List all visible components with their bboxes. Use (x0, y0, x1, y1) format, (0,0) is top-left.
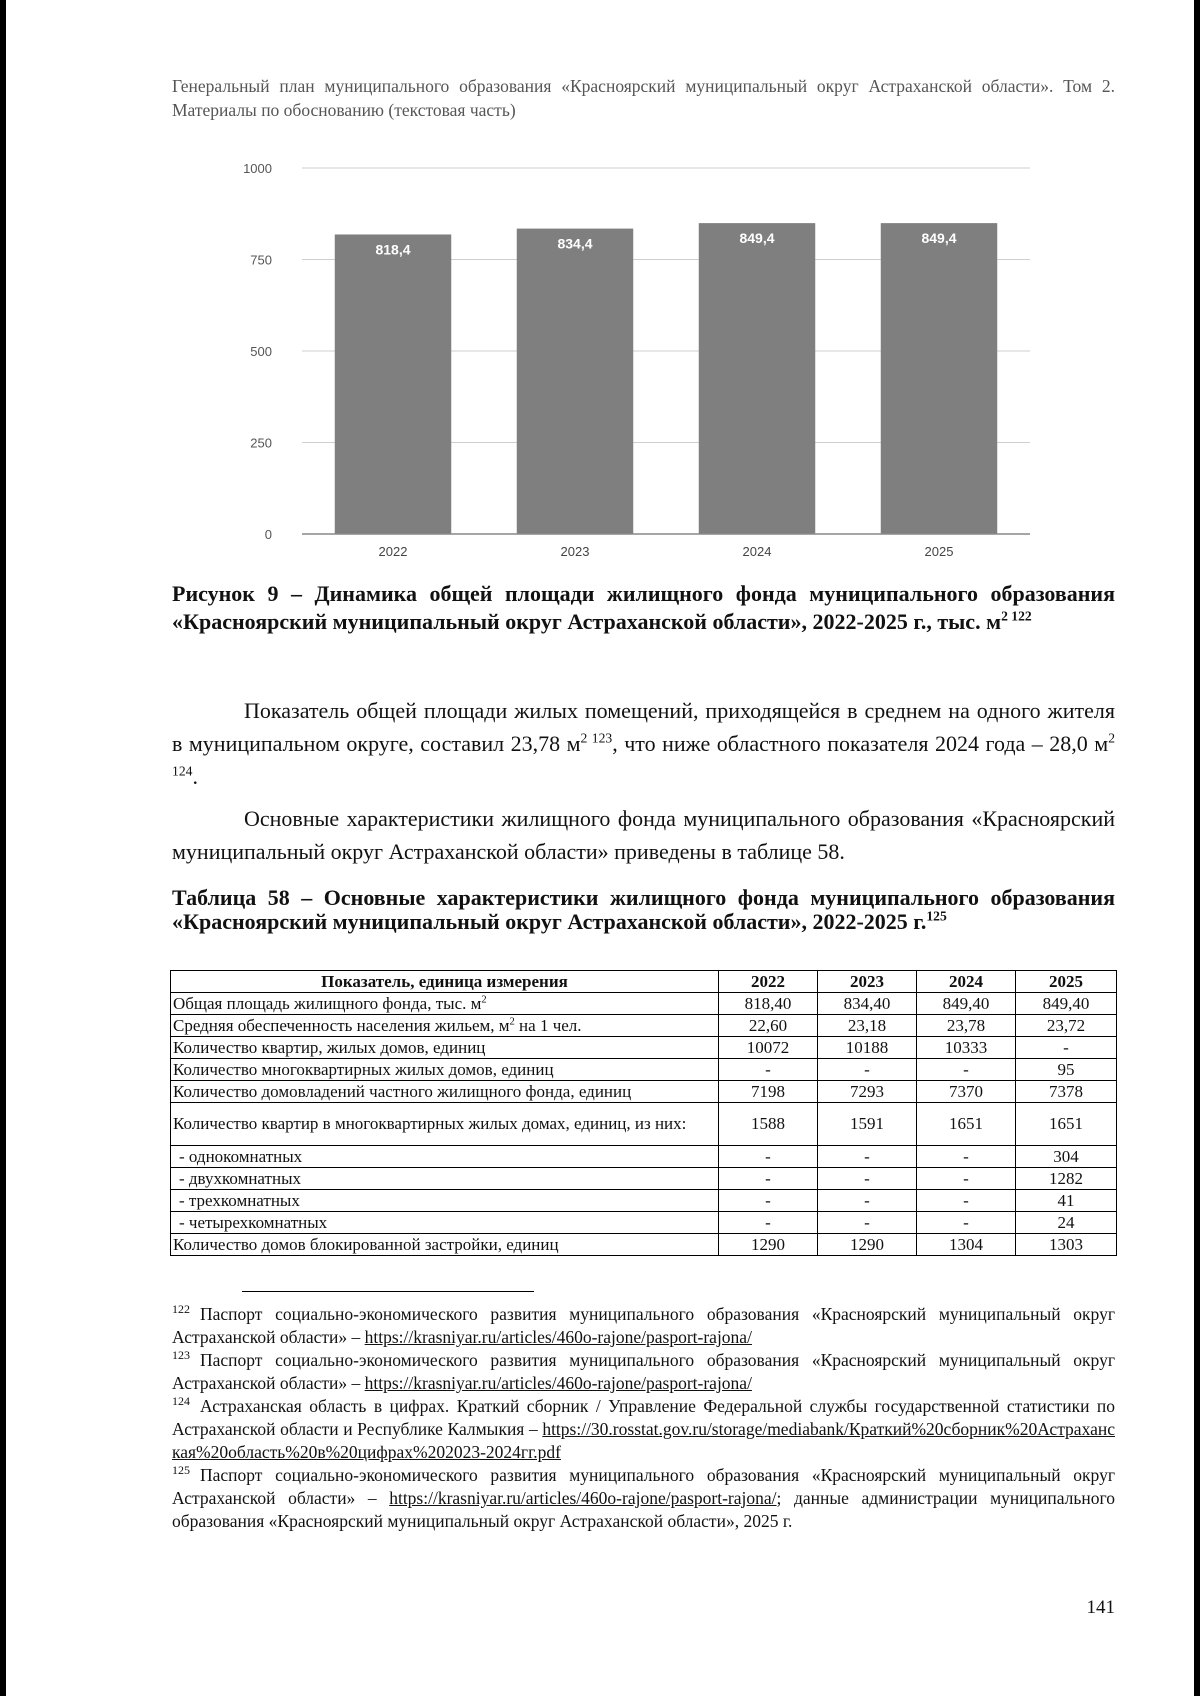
table-cell: 24 (1016, 1212, 1117, 1234)
figure-caption-ref: 122 (1011, 608, 1032, 624)
table-cell: - (818, 1190, 917, 1212)
table-body (171, 993, 1117, 1256)
footnote-ref-123: 123 (591, 730, 613, 746)
table-cell: - (719, 1168, 818, 1190)
table-cell: 1290 (719, 1234, 818, 1256)
table-caption-text: Таблица 58 – Основные характеристики жилищного фонда муниципального образования «Красноярский муниципальный округ Астраханской области», 2022-2025 г. (172, 885, 1115, 934)
row-label: - трехкомнатных (171, 1190, 719, 1212)
x-tick-label: 2022 (378, 544, 408, 559)
table-cell: 10188 (818, 1037, 917, 1059)
table-row (171, 1015, 1117, 1037)
footnote-mark: 125 (172, 1463, 190, 1478)
row-label: Количество квартир в многоквартирных жилых домах, единиц, из них: (171, 1103, 719, 1146)
bar-value-label: 818,4 (375, 241, 411, 258)
row-label: - двухкомнатных (171, 1168, 719, 1190)
y-tick-label: 250 (250, 435, 272, 451)
bar-value-label: 849,4 (739, 230, 775, 247)
footnote-text: Паспорт социально-экономического развития муниципального образования «Красноярский муниципальный округ Астраханской области» – (172, 1350, 1115, 1393)
table-cell: 41 (1016, 1190, 1117, 1212)
table-cell: - (818, 1059, 917, 1081)
paragraph-1-sup-1: 2 (580, 730, 588, 746)
page-number: 141 (1086, 1597, 1115, 1618)
housing-table (170, 970, 1117, 1256)
figure-caption-main: Рисунок 9 – Динамика общей площади жилищного фонда муниципального образования «Красноярский муниципальный округ Астраханской области», 2022- (172, 581, 1115, 634)
footnote-text: Паспорт социально-экономического развития муниципального образования «Красноярский муниципальный округ Астраханской области» – (172, 1465, 1115, 1508)
row-label: - четырехкомнатных (171, 1212, 719, 1234)
table-cell: 7378 (1016, 1081, 1117, 1103)
figure-caption (172, 580, 1115, 636)
running-header: Генеральный план муниципального образования «Красноярский муниципальный округ Астраханской области». Том 2. Материалы по обоснованию (текстовая часть) (172, 76, 1115, 120)
table-cell: - (719, 1146, 818, 1168)
footnote-text: Паспорт социально-экономического развития муниципального образования «Красноярский муниципальный округ Астраханской области» – (172, 1304, 1115, 1347)
row-label: Количество домовладений частного жилищного фонда, единиц (171, 1081, 719, 1103)
footnote-124 (172, 1395, 1115, 1464)
y-tick-label: 500 (250, 344, 272, 359)
paragraph-2: Основные характеристики жилищного фонда муниципального образования «Красноярский муниципальный округ Астраханской области» приведены в таблице 58. (172, 806, 1115, 864)
table-header-cell: 2022 (719, 971, 818, 993)
table-cell: 834,40 (818, 993, 917, 1015)
table-cell: - (917, 1212, 1016, 1234)
figure-caption-last: 2025 г., тыс. м (863, 609, 1002, 634)
footnote-link[interactable]: https://30.rosstat.gov.ru/storage/mediabank/Краткий%20сборник%20Астраханская%20область%20в%20цифрах%202023-2024гг.pdf (172, 1419, 1115, 1462)
table-cell: 1591 (818, 1103, 917, 1146)
table-header-cell: 2025 (1016, 971, 1117, 993)
table-cell: 1282 (1016, 1168, 1117, 1190)
x-tick-label: 2024 (742, 544, 772, 559)
footnote-link[interactable]: https://krasniyar.ru/articles/460o-rajone/pasport-rajona/ (389, 1488, 777, 1508)
paragraph-1-part-a: Показатель общей площади жилых помещений, приходящейся в среднем на одного жителя в муниципальном округе, составил 23,78 м (172, 698, 1115, 756)
table-row (171, 1037, 1117, 1059)
x-tick-label: 2025 (924, 544, 954, 559)
table-cell: 849,40 (1016, 993, 1117, 1015)
bar-value-label: 834,4 (557, 235, 593, 252)
footnote-123 (172, 1349, 1115, 1395)
row-label: Количество многоквартирных жилых домов, единиц (171, 1059, 719, 1081)
table-cell: 1303 (1016, 1234, 1117, 1256)
row-label: Количество квартир, жилых домов, единиц (171, 1037, 719, 1059)
table-cell: - (818, 1168, 917, 1190)
footnote-text: Астраханская область в цифрах. Краткий сборник / Управление Федеральной службы государственной статистики по Астраханской области и Республике Калмыкия – (172, 1396, 1115, 1439)
table-cell: 7198 (719, 1081, 818, 1103)
table-cell: - (1016, 1037, 1117, 1059)
page-edge-left (0, 0, 6, 1696)
y-tick-label: 750 (250, 252, 272, 268)
table-header-cell: 2024 (917, 971, 1016, 993)
table-cell: 23,78 (917, 1015, 1016, 1037)
row-label: Средняя обеспеченность населения жильем, $м^2$ на 1 чел. (171, 1015, 719, 1037)
table-row (171, 1081, 1117, 1103)
bar-chart (240, 150, 1040, 570)
table-row (171, 1103, 1117, 1146)
table-cell: 7293 (818, 1081, 917, 1103)
table-cell: 849,40 (917, 993, 1016, 1015)
paragraph-1-part-b: , что ниже областного показателя 2024 года – 28,0 м (612, 731, 1109, 756)
bar (699, 223, 815, 534)
footnote-mark: 124 (172, 1394, 190, 1409)
footnotes (172, 1303, 1115, 1533)
footnote-mark: 122 (172, 1302, 190, 1317)
table-header-cell: Показатель, единица измерения (171, 971, 719, 993)
x-tick-label: 2023 (560, 544, 590, 559)
table-header-cell: 2023 (818, 971, 917, 993)
table-cell: 1588 (719, 1103, 818, 1146)
footnote-ref-124: 124 (172, 763, 193, 779)
row-label: - однокомнатных (171, 1146, 719, 1168)
table-row (171, 1168, 1117, 1190)
bar (881, 223, 997, 534)
footnote-mark: 123 (172, 1348, 190, 1363)
table-cell: - (818, 1212, 917, 1234)
table-cell: 818,40 (719, 993, 818, 1015)
bar (335, 234, 451, 534)
table-cell: - (719, 1190, 818, 1212)
table-cell: 10333 (917, 1037, 1016, 1059)
table-cell: - (917, 1168, 1016, 1190)
page-edge-right (1194, 0, 1200, 1696)
body-text (172, 694, 1115, 868)
footnote-122 (172, 1303, 1115, 1349)
table-cell: - (917, 1059, 1016, 1081)
footnote-link[interactable]: https://krasniyar.ru/articles/460o-rajone/pasport-rajona/ (364, 1373, 752, 1393)
table-row (171, 1190, 1117, 1212)
table-cell: - (917, 1190, 1016, 1212)
table-row (171, 1234, 1117, 1256)
table-cell: 10072 (719, 1037, 818, 1059)
table-header-row (171, 971, 1117, 993)
table-cell: 23,72 (1016, 1015, 1117, 1037)
table-row (171, 993, 1117, 1015)
table-cell: 1651 (1016, 1103, 1117, 1146)
row-label: Количество домов блокированной застройки, единиц (171, 1234, 719, 1256)
table-cell: 95 (1016, 1059, 1117, 1081)
bar-value-label: 849,4 (921, 230, 957, 247)
table-cell: 23,18 (818, 1015, 917, 1037)
paragraph-1 (172, 694, 1115, 793)
table-row (171, 1212, 1117, 1234)
y-tick-label: 1000 (243, 161, 272, 176)
table-caption (172, 886, 1115, 934)
table-cell: - (917, 1146, 1016, 1168)
table-cell: 1290 (818, 1234, 917, 1256)
table-cell: - (719, 1212, 818, 1234)
y-tick-label: 0 (264, 527, 272, 542)
footnote-ref-125: 125 (926, 908, 947, 924)
row-label: Общая площадь жилищного фонда, тыс. $м^2$ (171, 993, 719, 1015)
footnote-link[interactable]: https://krasniyar.ru/articles/460o-rajone/pasport-rajona/ (364, 1327, 752, 1347)
paragraph-1-part-c: . (192, 764, 198, 789)
paragraph-1-sup-2: 2 (1108, 730, 1116, 746)
bar (517, 229, 633, 534)
table-cell: 1304 (917, 1234, 1016, 1256)
table-cell: - (818, 1146, 917, 1168)
figure-caption-unit-sup: 2 (1001, 608, 1008, 624)
table-cell: 22,60 (719, 1015, 818, 1037)
table-cell: - (719, 1059, 818, 1081)
table-cell: 1651 (917, 1103, 1016, 1146)
footnote-separator (242, 1291, 534, 1292)
table-row (171, 1059, 1117, 1081)
table-cell: 7370 (917, 1081, 1016, 1103)
table-cell: 304 (1016, 1146, 1117, 1168)
footnote-text-after: ; данные администрации муниципального образования «Красноярский муниципальный округ Астраханской области», 2025 г. (172, 1488, 1115, 1531)
footnote-125 (172, 1464, 1115, 1533)
table-row (171, 1146, 1117, 1168)
